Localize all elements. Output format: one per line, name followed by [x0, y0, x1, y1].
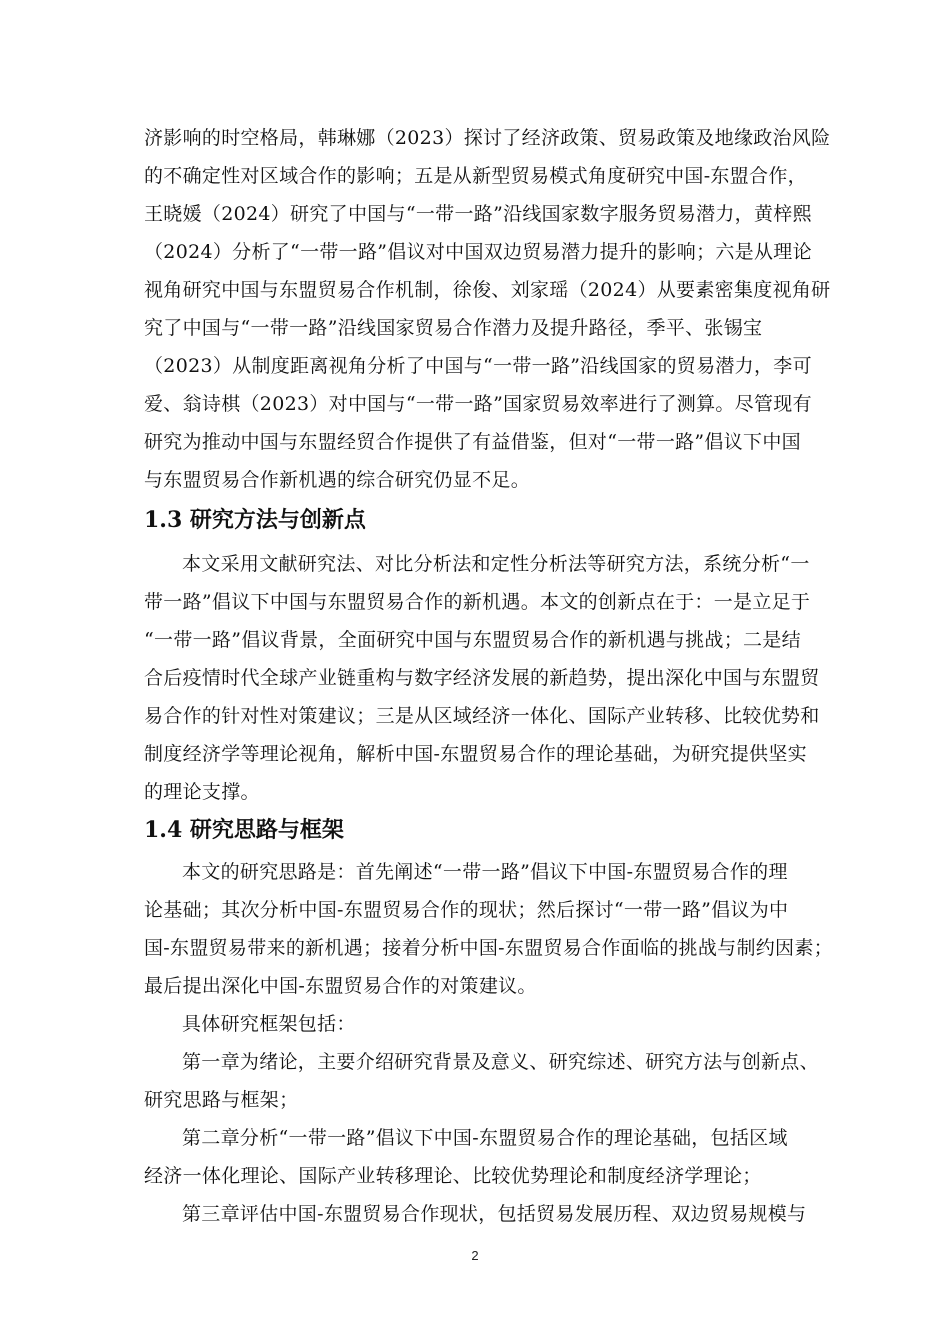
body-text-line: “一带一路”倡议背景，全面研究中国与东盟贸易合作的新机遇与挑战；二是结 — [144, 629, 801, 651]
body-text-line: 最后提出深化中国-东盟贸易合作的对策建议。 — [144, 975, 537, 997]
section-heading: 1.3 研究方法与创新点 — [144, 507, 366, 533]
body-text-line: 的不确定性对区域合作的影响；五是从新型贸易模式角度研究中国-东盟合作， — [144, 165, 807, 187]
body-text-line: 研究为推动中国与东盟经贸合作提供了有益借鉴，但对“一带一路”倡议下中国 — [144, 431, 801, 453]
section-heading: 1.4 研究思路与框架 — [144, 817, 344, 843]
body-text-line: 与东盟贸易合作新机遇的综合研究仍显不足。 — [144, 469, 531, 491]
body-text-line: 王晓媛（2024）研究了中国与“一带一路”沿线国家数字服务贸易潜力，黄梓熙 — [144, 203, 812, 225]
body-text-line: 制度经济学等理论视角，解析中国-东盟贸易合作的理论基础，为研究提供坚实 — [144, 743, 807, 765]
body-text-line: 第二章分析“一带一路”倡议下中国-东盟贸易合作的理论基础，包括区域 — [182, 1127, 788, 1149]
body-text-line: 具体研究框架包括： — [182, 1013, 356, 1035]
body-text-line: 易合作的针对性对策建议；三是从区域经济一体化、国际产业转移、比较优势和 — [144, 705, 820, 727]
page-number: 2 — [471, 1248, 479, 1263]
body-text-line: 第三章评估中国-东盟贸易合作现状，包括贸易发展历程、双边贸易规模与 — [182, 1203, 807, 1225]
body-text-line: （2023）从制度距离视角分析了中国与“一带一路”沿线国家的贸易潜力，李可 — [144, 355, 812, 377]
body-text-line: 第一章为绪论，主要介绍研究背景及意义、研究综述、研究方法与创新点、 — [182, 1051, 819, 1073]
body-text-line: 的理论支撑。 — [144, 781, 260, 803]
body-text-line: 本文采用文献研究法、对比分析法和定性分析法等研究方法，系统分析“一 — [182, 553, 810, 575]
body-text-line: 合后疫情时代全球产业链重构与数字经济发展的新趋势，提出深化中国与东盟贸 — [144, 667, 820, 689]
body-text-line: （2024）分析了“一带一路”倡议对中国双边贸易潜力提升的影响；六是从理论 — [144, 241, 812, 263]
body-text-line: 本文的研究思路是：首先阐述“一带一路”倡议下中国-东盟贸易合作的理 — [182, 861, 788, 883]
body-text-line: 论基础；其次分析中国-东盟贸易合作的现状；然后探讨“一带一路”倡议为中 — [144, 899, 789, 921]
body-text-line: 国-东盟贸易带来的新机遇；接着分析中国-东盟贸易合作面临的挑战与制约因素； — [144, 937, 833, 959]
body-text-line: 济影响的时空格局，韩琳娜（2023）探讨了经济政策、贸易政策及地缘政治风险 — [144, 127, 831, 149]
body-text-line: 经济一体化理论、国际产业转移理论、比较优势理论和制度经济学理论； — [144, 1165, 762, 1187]
body-text-line: 视角研究中国与东盟贸易合作机制，徐俊、刘家瑶（2024）从要素密集度视角研 — [144, 279, 831, 301]
body-text-line: 带一路”倡议下中国与东盟贸易合作的新机遇。本文的创新点在于：一是立足于 — [144, 591, 811, 613]
body-text-line: 究了中国与“一带一路”沿线国家贸易合作潜力及提升路径，季平、张锡宝 — [144, 317, 763, 339]
body-text-line: 研究思路与框架； — [144, 1089, 299, 1111]
body-text-line: 爱、翁诗棋（2023）对中国与“一带一路”国家贸易效率进行了测算。尽管现有 — [144, 393, 812, 415]
